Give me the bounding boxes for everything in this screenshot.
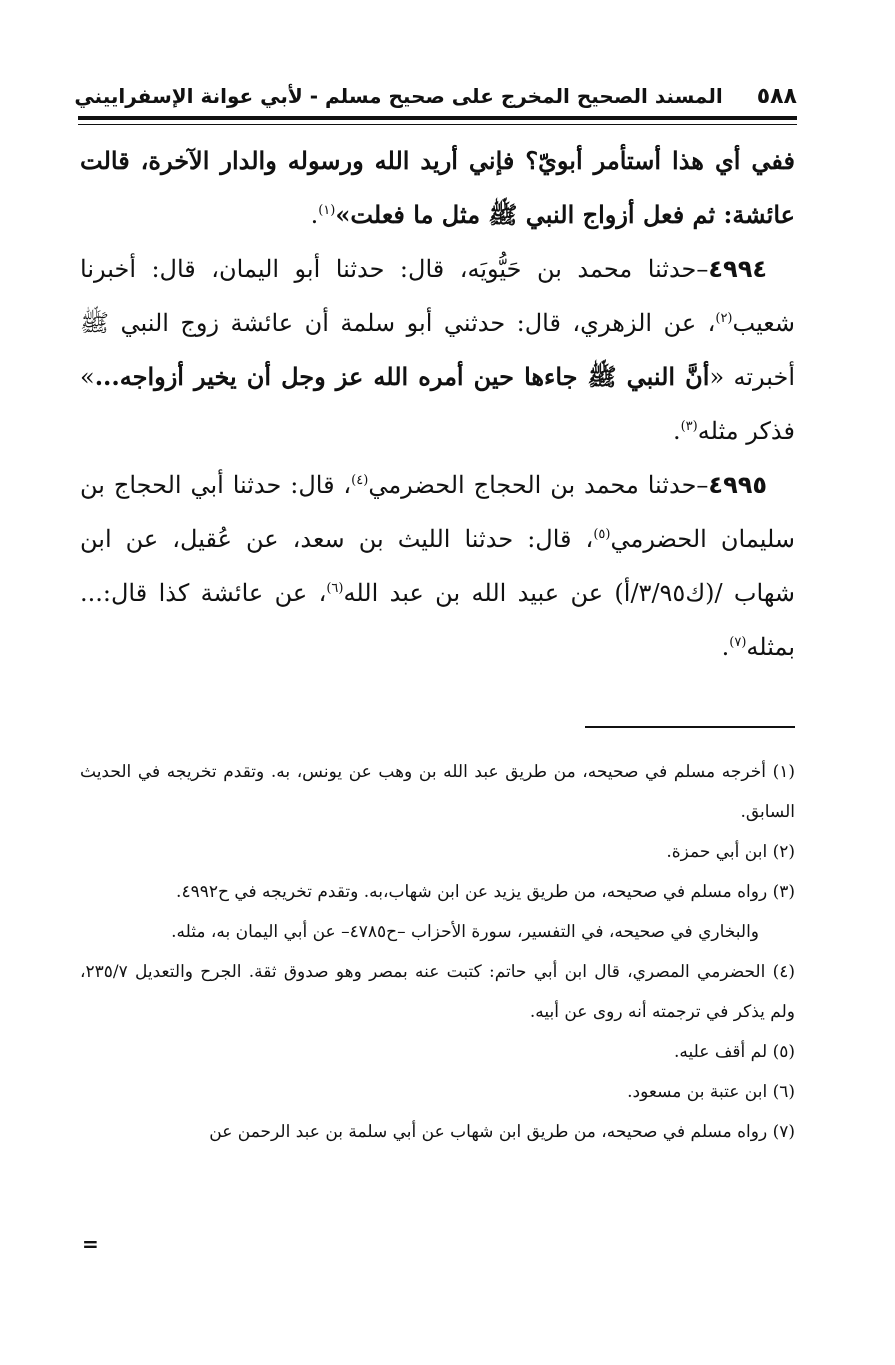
hadith-number: ٤٩٩٤ bbox=[708, 255, 767, 283]
hadith-number: ٤٩٩٥ bbox=[708, 471, 768, 499]
hadith-text: ، قال: حدثنا الليث بن سعد، عن عُقيل، عن ابن شهاب /(ك٣/٩٥/أ) عن عبيد الله بن عبد الله bbox=[80, 525, 795, 607]
footnote-2: (٢) ابن أبي حمزة. bbox=[666, 842, 795, 862]
footnote-6: (٦) ابن عتبة بن مسعود. bbox=[627, 1082, 795, 1102]
hadith-paragraph bbox=[80, 458, 795, 674]
footnote-5: (٥) لم أقف عليه. bbox=[674, 1042, 795, 1062]
hadith-text: » فذكر مثله bbox=[80, 363, 795, 445]
header-rule-thin bbox=[78, 124, 797, 125]
footnote-ref: (٧) bbox=[729, 635, 747, 650]
continuation-mark: = bbox=[82, 1232, 99, 1256]
main-text bbox=[80, 134, 795, 674]
footnote-1: (١) أخرجه مسلم في صحيحه، من طريق عبد الله بن وهب عن يونس، به. وتقدم تخريجه في الحديث السابق. bbox=[80, 762, 795, 822]
header-rule-thick bbox=[78, 116, 797, 120]
footnote-3: (٣) رواه مسلم في صحيحه، من طريق يزيد عن ابن شهاب،به. وتقدم تخريجه في ح٤٩٩٢. bbox=[176, 882, 795, 902]
hadith-matn: أنَّ النبي ﷺ جاءها حين أمره الله عز وجل أن يخير أزواجه... bbox=[94, 362, 710, 391]
sentence-end: . bbox=[310, 201, 319, 229]
footnote-divider bbox=[585, 726, 795, 728]
page-number: ٥٨٨ bbox=[756, 83, 797, 109]
continued-hadith-paragraph bbox=[80, 134, 795, 242]
hadith-paragraph bbox=[80, 242, 795, 458]
footnote-3-continued: والبخاري في صحيحه، في التفسير، سورة الأحزاب –ح٤٧٨٥– عن أبي اليمان به، مثله. bbox=[171, 922, 759, 942]
sentence-end: . bbox=[721, 633, 730, 661]
hadith-text: ، عن الزهري، قال: حدثني أبو سلمة أن عائشة زوج النبي ﷺ أخبرته « bbox=[80, 309, 795, 391]
running-title: المسند الصحيح المخرج على صحيح مسلم - لأبي عوانة الإسفراييني bbox=[74, 84, 723, 108]
hadith-text: –حدثنا محمد بن الحجاج الحضرمي bbox=[368, 471, 709, 499]
footnote-ref: (٥) bbox=[593, 527, 611, 542]
hadith-text: ، قال: حدثنا أبي الحجاج بن سليمان الحضرمي bbox=[80, 471, 795, 553]
footnote-ref: (٣) bbox=[680, 419, 698, 434]
hadith-text: ، عن عائشة كذا قال:... بمثله bbox=[80, 579, 795, 661]
footnotes bbox=[80, 752, 795, 1152]
footnote-ref: (٦) bbox=[326, 581, 344, 596]
continued-hadith-text: ففي أي هذا أستأمر أبويّ؟ فإني أريد الله ورسوله والدار الآخرة، قالت عائشة: ثم فعل أزواج النبي ﷺ مثل ما فعلت» bbox=[80, 146, 795, 229]
sentence-end: . bbox=[672, 417, 681, 445]
footnote-ref: (١) bbox=[318, 203, 336, 218]
running-header bbox=[74, 76, 797, 116]
hadith-text: –حدثنا محمد بن حَيُّويَه، قال: حدثنا أبو اليمان، قال: أخبرنا شعيب bbox=[80, 255, 795, 337]
footnote-ref: (٢) bbox=[715, 311, 733, 326]
footnote-4: (٤) الحضرمي المصري، قال ابن أبي حاتم: كتبت عنه بمصر وهو صدوق ثقة. الجرح والتعديل ٢٣٥/٧، ولم يذكر في ترجمته أنه روى عن أبيه. bbox=[80, 962, 795, 1022]
footnote-ref: (٤) bbox=[351, 473, 369, 488]
footnote-7: (٧) رواه مسلم في صحيحه، من طريق ابن شهاب عن أبي سلمة بن عبد الرحمن عن bbox=[209, 1122, 795, 1142]
